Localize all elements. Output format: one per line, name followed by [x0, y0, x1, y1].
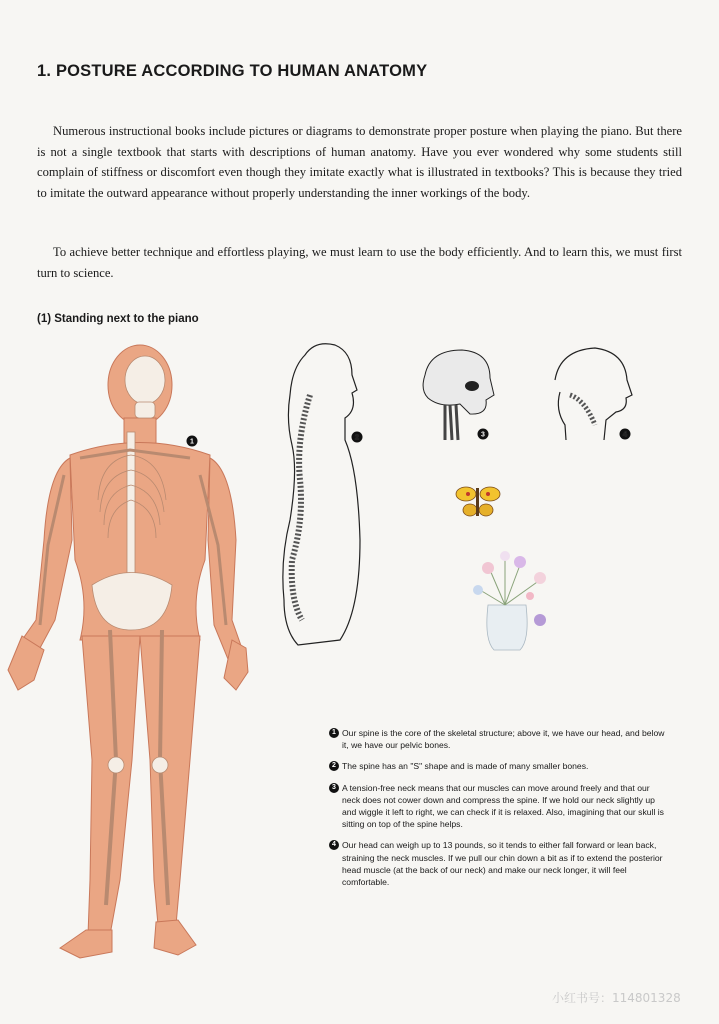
note-text: Our spine is the core of the skeletal structure; above it, we have our head, and below it, we have our pelvic bones. — [342, 728, 665, 751]
note-number-badge: 3 — [329, 783, 339, 793]
head-outline-figure — [555, 348, 632, 440]
note-number-badge: 1 — [329, 728, 339, 738]
marker-1: 1 — [190, 438, 194, 446]
science-paragraph: To achieve better technique and effortless playing, we must learn to use the body efficiently. And to learn this, we must first turn to science. — [37, 245, 682, 280]
marker-2: 2 — [355, 434, 359, 442]
full-body-skeleton-figure — [8, 345, 248, 958]
page-title: 1. POSTURE ACCORDING TO HUMAN ANATOMY — [37, 62, 428, 80]
anatomy-notes — [329, 727, 669, 897]
note-item — [329, 760, 669, 772]
marker-3: 3 — [481, 431, 485, 439]
note-item — [329, 782, 669, 831]
watermark-text: 小红书号：114801328 — [552, 991, 681, 1005]
intro-paragraph: Numerous instructional books include pictures or diagrams to demonstrate proper posture when playing the piano. But there is not a single textbook that starts with descriptions of human anatomy. Have you ever wondered why some students still complain of stiffness or discomfort even though they imitate exactly what is illustrated in textbooks? This is because they tried to imitate the outward appearance without properly understanding the inner workings of the body. — [37, 124, 682, 200]
note-text: The spine has an "S" shape and is made of many smaller bones. — [342, 761, 589, 772]
note-text: A tension-free neck means that our muscles can move around freely and that our neck does not cower down and compress the spine. If we hold our neck slightly up and wiggle it left to right, we can check if it is relaxed. Also, imagining that our skull is sitting on top of the spine helps. — [342, 782, 664, 830]
flower-vase-decoration — [473, 551, 546, 650]
note-number-badge: 2 — [329, 761, 339, 771]
marker-4: 4 — [623, 431, 627, 439]
note-number-badge: 4 — [329, 840, 339, 850]
note-item — [329, 839, 669, 888]
spine-outline-figure — [283, 344, 363, 645]
note-text: Our head can weigh up to 13 pounds, so it tends to either fall forward or lean back, straining the neck muscles. If we pull our chin down a bit as if to extend the posterior head muscle (at the back of our neck) and make our neck longer, it will feel comfortable. — [342, 840, 663, 888]
butterfly-decoration — [456, 487, 500, 516]
section-subheading: (1) Standing next to the piano — [37, 313, 199, 325]
skull-neck-figure — [423, 350, 494, 440]
note-item — [329, 727, 669, 751]
